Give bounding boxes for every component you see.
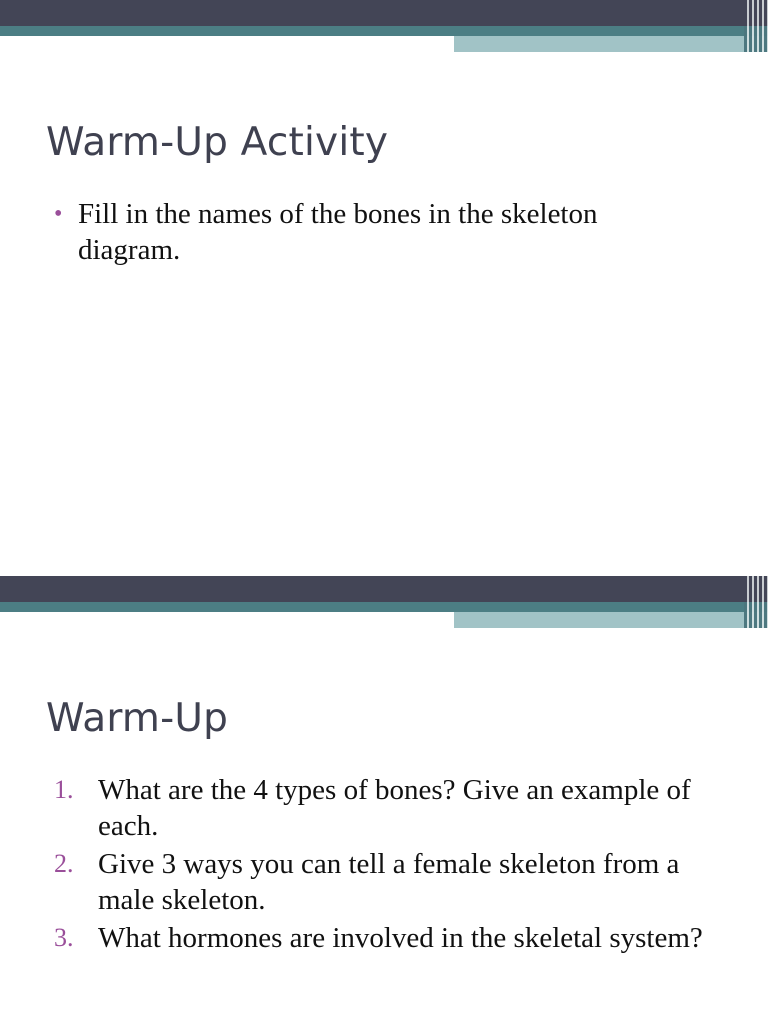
list-number: 1. (54, 775, 74, 804)
header-band-dark (0, 0, 768, 26)
list-item (54, 920, 734, 956)
bullet-text: Fill in the names of the bones in the skeleton diagram. (78, 198, 598, 266)
header-stripes-lower (744, 26, 768, 52)
list-text: What are the 4 types of bones? Give an example of each. (98, 774, 691, 842)
slide-2 (0, 576, 768, 1024)
numbered-list (54, 772, 734, 958)
header-band-light (454, 36, 768, 52)
header-band-teal (0, 602, 768, 612)
header-band-light (454, 612, 768, 628)
bullet-icon: • (54, 201, 63, 227)
header-band-teal (0, 26, 768, 36)
header-stripes-lower (744, 602, 768, 628)
bullet-list (54, 196, 704, 268)
list-text: What hormones are involved in the skeletal system? (98, 922, 703, 954)
list-number: 2. (54, 849, 74, 878)
slide-title: Warm-Up Activity (46, 120, 389, 165)
list-text: Give 3 ways you can tell a female skeleton from a male skeleton. (98, 848, 680, 916)
list-item (54, 846, 734, 918)
header-band-dark (0, 576, 768, 602)
list-number: 3. (54, 923, 74, 952)
bullet-item (54, 196, 704, 268)
list-item (54, 772, 734, 844)
slide-title: Warm-Up (46, 696, 229, 741)
